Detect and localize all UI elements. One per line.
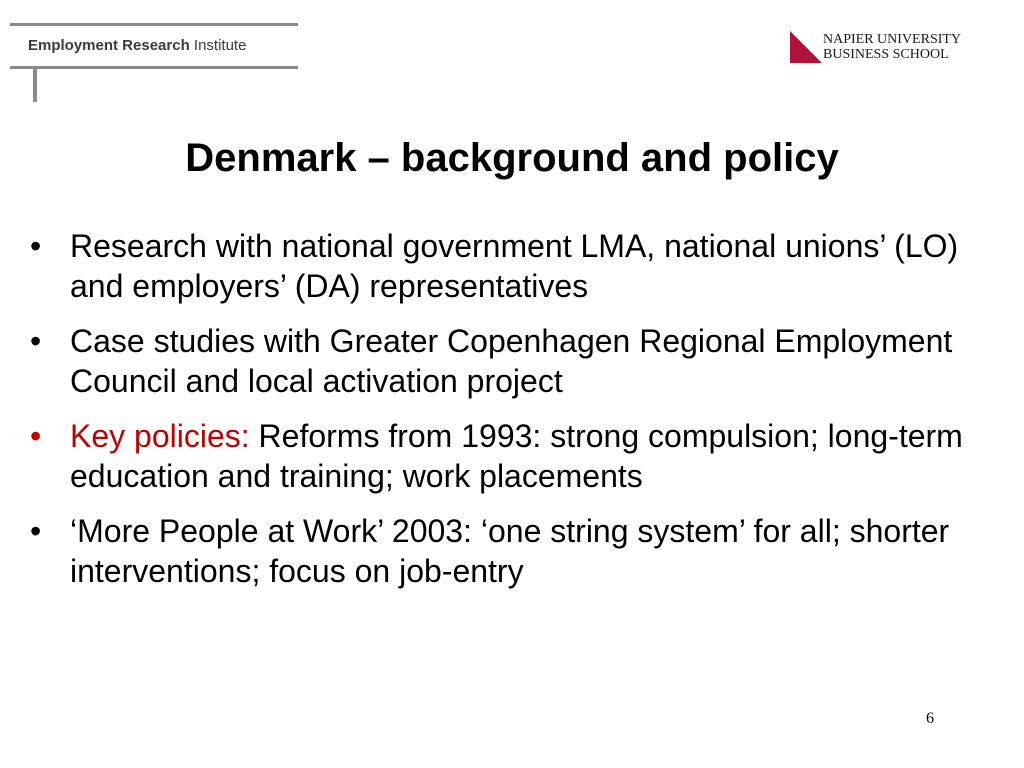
bullet-highlight: Key policies:	[70, 418, 250, 454]
slide-title: Denmark – background and policy	[185, 136, 839, 180]
institute-name-regular: Institute	[189, 37, 247, 54]
logo-wordmark	[823, 32, 961, 62]
bullet-item	[28, 321, 1008, 401]
bullet-item	[28, 511, 1008, 591]
bullet-text: Case studies with Greater Copenhagen Regional Employment Council and local activation project	[70, 323, 953, 399]
bullet-text: Research with national government LMA, national unions’ (LO) and employers’ (DA) representatives	[70, 228, 959, 304]
institute-rule-top	[10, 23, 298, 26]
bullet-list	[28, 226, 1008, 606]
bullet-item	[28, 226, 1008, 306]
logo-line-1: NAPIER UNIVERSITY	[823, 32, 962, 47]
bullet-dot-icon: •	[30, 228, 42, 264]
bullet-item	[28, 416, 1008, 496]
bullet-dot-icon: •	[30, 513, 42, 549]
logo-line-2: BUSINESS SCHOOL	[823, 47, 949, 62]
bullet-dot-icon: •	[30, 418, 42, 454]
bullet-text: Reforms from 1993: strong compulsion; long-term education and training; work placements	[70, 418, 963, 494]
bullet-text: ‘More People at Work’ 2003: ‘one string system’ for all; shorter interventions; focus on job-entry	[70, 513, 950, 589]
institute-rule-stem	[33, 66, 37, 102]
napier-logo	[789, 30, 999, 70]
bullet-dot-icon: •	[30, 323, 42, 359]
institute-rule-bottom	[10, 66, 298, 69]
institute-label	[28, 37, 246, 54]
institute-name-bold: Employment Research	[28, 37, 190, 54]
page-number: 6	[926, 710, 934, 727]
napier-logo-triangle-icon	[789, 30, 823, 64]
